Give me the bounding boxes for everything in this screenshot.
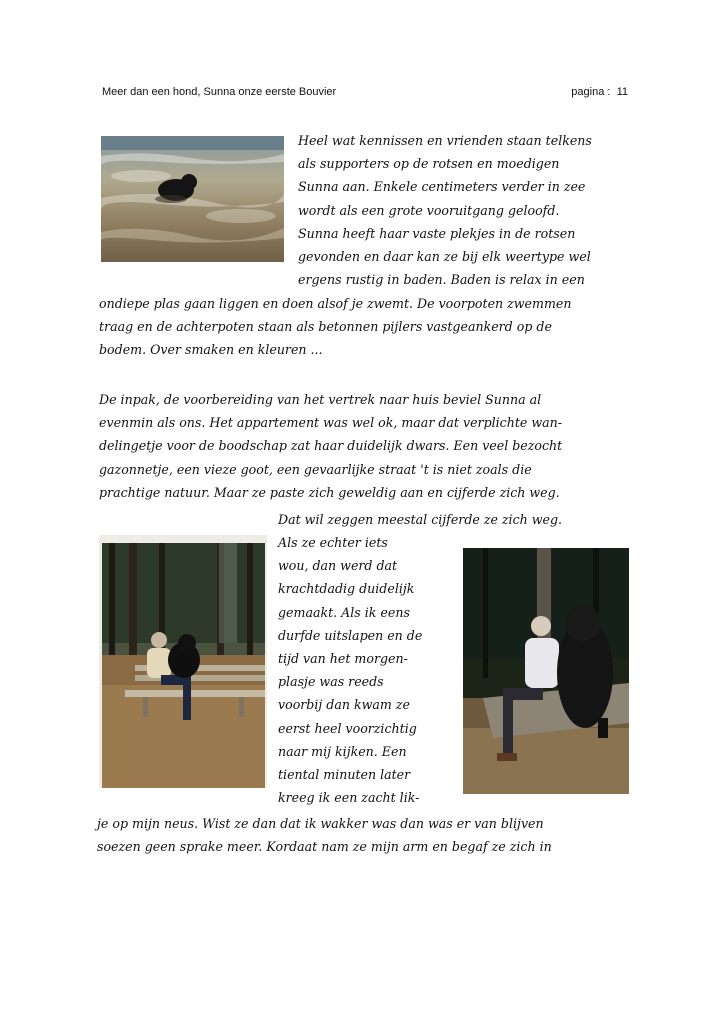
text-line: De inpak, de voorbereiding van het vertrek naar huis beviel Sunna al <box>99 392 542 407</box>
paragraph-1-full <box>99 292 571 362</box>
paragraph-2-middle-first: Dat wil zeggen meestal cijferde ze zich weg. <box>278 512 563 527</box>
text-line: prachtige natuur. Maar ze paste zich geweldig aan en cijferde zich weg. <box>99 484 560 500</box>
text-line: Heel wat kennissen en vrienden staan telkens <box>298 133 592 148</box>
text-line: krachtdadig duidelijk <box>278 581 415 597</box>
text-line: traag en de achterpoten staan als betonnen pijlers vastgeankerd op de <box>99 319 552 335</box>
text-line: gemaakt. Als ik eens <box>278 604 410 620</box>
page-number: 11 <box>616 86 628 98</box>
photo-woman-with-dog <box>463 548 629 794</box>
text-line: Als ze echter iets <box>278 535 388 550</box>
text-line: Sunna aan. Enkele centimeters verder in zee <box>298 179 586 195</box>
text-line: soezen geen sprake meer. Kordaat nam ze mijn arm en begaf ze zich in <box>97 839 552 855</box>
text-line: Sunna heeft haar vaste plekjes in de rotsen <box>298 225 576 241</box>
text-line: wordt als een grote vooruitgang geloofd. <box>298 202 560 218</box>
paragraph-2-middle-column <box>278 531 422 809</box>
text-line: tiental minuten later <box>278 767 411 783</box>
page-label: pagina : <box>571 86 611 98</box>
text-line: gazonnetje, een vieze goot, een gevaarlijke straat 't is niet zoals die <box>99 461 532 477</box>
text-line: als supporters op de rotsen en moedigen <box>298 156 560 172</box>
photo-dog-swimming <box>101 136 284 262</box>
paragraph-1-wrapped <box>298 129 592 291</box>
text-line: bodem. Over smaken en kleuren ... <box>99 342 323 358</box>
text-line: eerst heel voorzichtig <box>278 720 417 736</box>
text-line: tijd van het morgen- <box>278 651 408 667</box>
paragraph-2-bottom <box>97 812 552 858</box>
text-line: je op mijn neus. Wist ze dan dat ik wakker was dan was er van blijven <box>97 816 544 831</box>
paragraph-2-full <box>99 388 562 504</box>
text-line: ergens rustig in baden. Baden is relax in een <box>298 272 585 288</box>
text-line: delingetje voor de boodschap zat haar duidelijk dwars. Een veel bezocht <box>99 438 563 454</box>
text-line: durfde uitslapen en de <box>278 627 423 643</box>
text-line: gevonden en daar kan ze bij elk weertype wel <box>298 249 591 265</box>
text-line: evenmin als ons. Het appartement was wel ok, maar dat verplichte wan- <box>99 415 563 431</box>
photo-bench-with-dog <box>99 535 267 788</box>
document-title: Meer dan een hond, Sunna onze eerste Bouvier <box>102 86 337 98</box>
page-indicator <box>571 86 628 98</box>
text-line: ondiepe plas gaan liggen en doen alsof je zwemt. De voorpoten zwemmen <box>99 296 572 311</box>
text-line: plasje was reeds <box>278 674 384 690</box>
text-line: naar mij kijken. Een <box>278 743 407 759</box>
text-line: kreeg ik een zacht lik- <box>278 790 420 806</box>
text-line: voorbij dan kwam ze <box>278 697 410 713</box>
text-line: wou, dan werd dat <box>278 558 398 574</box>
page-header <box>102 86 628 102</box>
